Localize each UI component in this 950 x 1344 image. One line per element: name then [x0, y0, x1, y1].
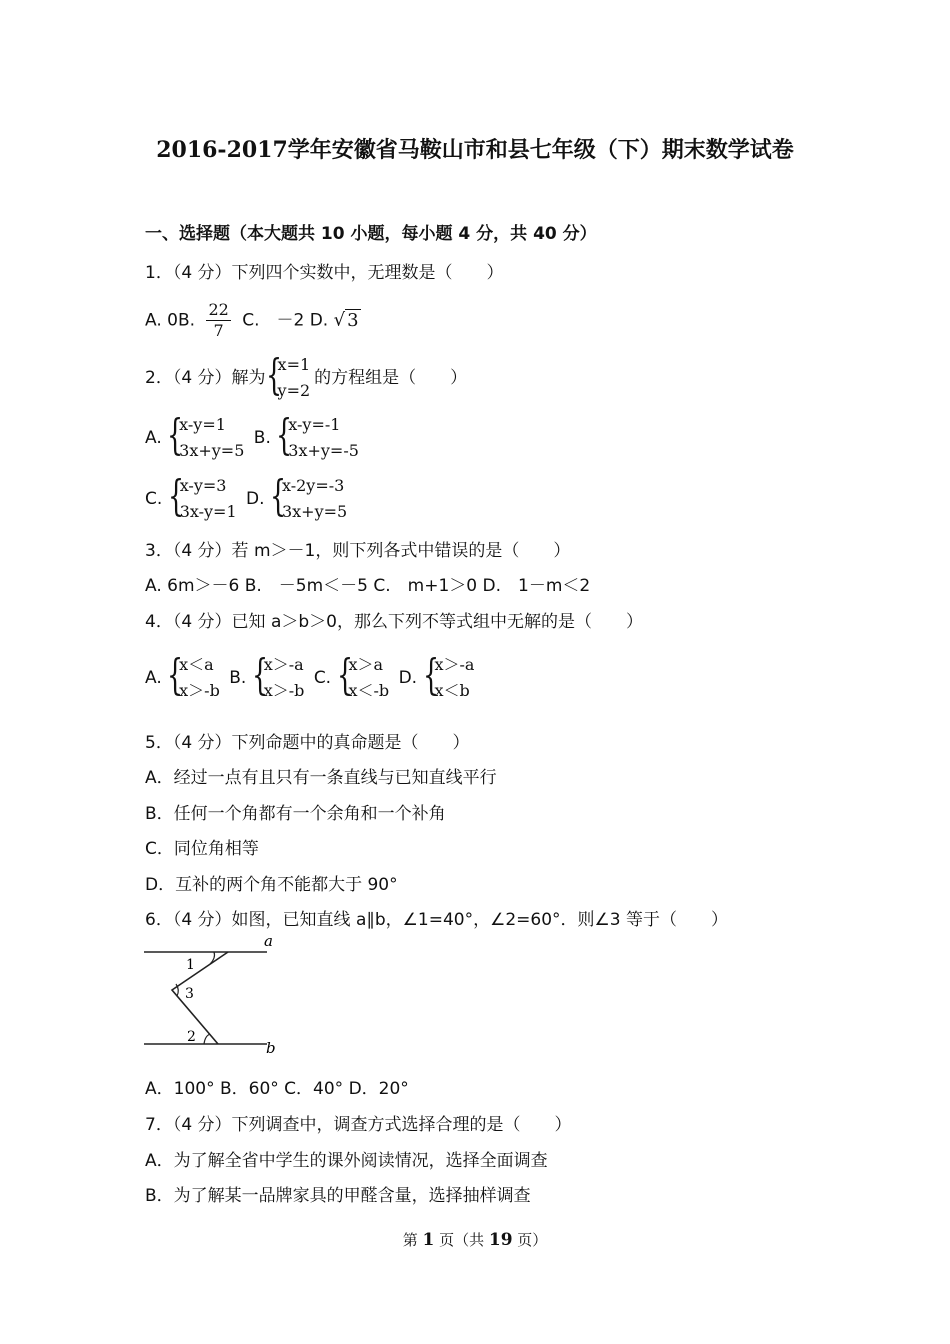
inequality: x＞a: [348, 655, 384, 674]
question-5-option-b: B．任何一个角都有一个余角和一个补角: [145, 804, 446, 824]
page-number: 1: [422, 1230, 435, 1250]
label-a: a: [264, 932, 273, 950]
question-2-stem: [145, 352, 467, 404]
option-label: C.: [145, 489, 163, 509]
page-title: 2016-2017学年安徽省马鞍山市和县七年级（下）期末数学试卷: [156, 137, 794, 163]
inequality: x＞-b: [179, 681, 220, 700]
section-heading: 一、选择题（本大题共 10 小题，每小题 4 分，共 40 分）: [145, 224, 597, 244]
equation-system: { x-y=1 3x+y=5: [167, 412, 244, 464]
equation-system: { x-y=3 3x-y=1: [168, 473, 237, 525]
inequality: x＞-a: [263, 655, 304, 674]
inequality: x＞-b: [263, 681, 305, 700]
option-label: C.: [313, 668, 332, 688]
q1-option-c: C. －2 D.: [242, 310, 329, 331]
label-angle-1: 1: [186, 957, 195, 973]
footer-middle: 页（共: [434, 1231, 489, 1249]
fraction-22-7: [206, 300, 230, 341]
q2-suffix: 的方程组是（ ）: [314, 368, 468, 388]
page-footer: [0, 1229, 950, 1250]
inequality: x＜b: [434, 681, 470, 700]
q2-prefix: 2．（4 分）解为: [145, 368, 266, 388]
question-6-stem: 6．（4 分）如图，已知直线 a∥b，∠1=40°，∠2=60°．则∠3 等于（ ）: [145, 910, 728, 930]
question-2-options-ab: [145, 412, 363, 464]
equation: y=2: [277, 381, 311, 400]
inequality-system: { x＞a x＜-b: [337, 652, 390, 704]
question-3-stem: 3．（4 分）若 m＞－1，则下列各式中错误的是（ ）: [145, 541, 571, 561]
footer-suffix: 页）: [512, 1231, 548, 1249]
question-4-options: [145, 652, 478, 704]
question-6-options: A．100° B．60° C．40° D．20°: [145, 1079, 409, 1099]
inequality: x＜a: [179, 655, 214, 674]
sqrt-expression: [334, 309, 361, 331]
parallel-lines-figure: [140, 932, 285, 1060]
fraction-denominator: 7: [213, 321, 224, 340]
equation: 3x+y=5: [179, 441, 245, 460]
inequality: x＜-b: [348, 681, 390, 700]
question-7-option-a: A．为了解全省中学生的课外阅读情况，选择全面调查: [145, 1151, 548, 1171]
equation: x=1: [277, 355, 311, 374]
question-1-stem: 1．（4 分）下列四个实数中，无理数是（ ）: [145, 263, 504, 283]
angle-2-arc: [204, 1034, 210, 1044]
option-label: A.: [145, 428, 162, 448]
equation-system: { x-y=-1 3x+y=-5: [276, 412, 359, 464]
label-angle-2: 2: [187, 1029, 196, 1045]
q1-option-a: A. 0B.: [145, 310, 196, 331]
equation: 3x+y=5: [281, 502, 348, 521]
inequality-system: { x＜a x＞-b: [167, 652, 220, 704]
equation-system: { x-2y=-3 3x+y=5: [270, 473, 347, 525]
fraction-numerator: 22: [208, 300, 229, 319]
footer-prefix: 第: [402, 1231, 423, 1249]
question-4-stem: 4．（4 分）已知 a＞b＞0，那么下列不等式组中无解的是（ ）: [145, 612, 643, 632]
equation: x-y=3: [179, 476, 227, 495]
equation: 3x+y=-5: [288, 441, 359, 460]
total-pages: 19: [488, 1230, 513, 1250]
sqrt-radicand: 3: [347, 309, 359, 331]
option-label: B.: [253, 428, 271, 448]
question-5-option-d: D．互补的两个角不能都大于 90°: [145, 875, 398, 895]
equation: x-2y=-3: [281, 476, 345, 495]
question-3-options: A. 6m＞－6 B. －5m＜－5 C. m+1＞0 D. 1－m＜2: [145, 576, 591, 596]
inequality-system: { x＞-a x＞-b: [252, 652, 305, 704]
option-label: D.: [398, 668, 418, 688]
label-b: b: [266, 1039, 276, 1057]
question-7-stem: 7．（4 分）下列调查中，调查方式选择合理的是（ ）: [145, 1115, 572, 1135]
option-label: A.: [145, 668, 162, 688]
equation: 3x-y=1: [179, 502, 237, 521]
inequality-system: { x＞-a x＜b: [423, 652, 475, 704]
question-5-stem: 5．（4 分）下列命题中的真命题是（ ）: [145, 733, 470, 753]
equation: x-y=1: [179, 415, 226, 434]
inequality: x＞-a: [434, 655, 475, 674]
question-5-option-a: A．经过一点有且只有一条直线与已知直线平行: [145, 768, 497, 788]
question-5-option-c: C．同位角相等: [145, 839, 259, 859]
equation-system: { x=1 y=2: [266, 352, 311, 404]
option-label: B.: [229, 668, 247, 688]
option-label: D.: [246, 489, 265, 509]
zigzag-line: [172, 952, 228, 1044]
question-1-options: [145, 300, 361, 341]
equation: x-y=-1: [288, 415, 341, 434]
question-7-option-b: B．为了解某一品牌家具的甲醛含量，选择抽样调查: [145, 1186, 531, 1206]
question-2-options-cd: [145, 473, 351, 525]
label-angle-3: 3: [185, 986, 194, 1002]
sqrt-sign: √: [333, 309, 346, 331]
